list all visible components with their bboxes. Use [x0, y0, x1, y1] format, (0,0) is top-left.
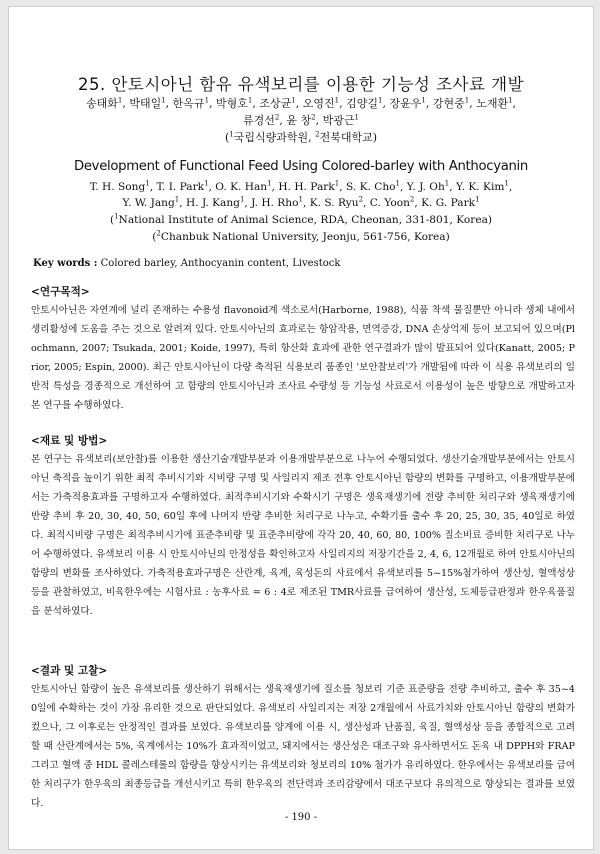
- author-affiliation-mark: 1: [504, 179, 509, 188]
- section-heading-results: <결과 및 고찰>: [31, 665, 108, 677]
- author-affiliation-mark: 1: [508, 96, 513, 105]
- author-name: 강현중: [432, 97, 465, 110]
- author-name: Y. K. Kim: [456, 181, 505, 193]
- author-name: Y. W. Jang: [122, 197, 175, 209]
- author-name: H. H. Park: [278, 181, 335, 193]
- title-korean: 25. 안토시아닌 함유 유색보리를 이용한 기능성 조사료 개발: [77, 75, 525, 94]
- author-affiliation-mark: 1: [354, 113, 359, 122]
- author-affiliation-mark: 1: [117, 96, 123, 105]
- author-affiliation-mark: 1: [174, 195, 180, 204]
- author-affiliation-mark: 1: [475, 195, 480, 204]
- author-affiliation-mark: 2: [274, 113, 280, 122]
- section-body-results: 안토시아닌 함량이 높은 유색보리를 생산하기 위해서는 생육재생기에 질소를 청보리 기준 표준량을 전량 추비하고, 출수 후 35~40일에 수확하는 것이 가장 유리한 것으로 판단되었다. 유색보리 사일리지는 저장 2개월에서 사료가치와 안토시아닌 함량의 변화가 컸으나, 그 이후로는 안정적인 결과를 보였다. 유색보리를 양계에 이용 시, 생산성과 난품질, 육질, 혈액성상 등을 종합적으로 고려할 때 산란계에서는 5%, 육계에서는 10%가 효과적이었고, 돼지에서는 생산성은 대조구와 유사하면서도 돈육 내 DPPH와 FRAP 그리고 혈액 중 HDL 콜레스테롤의 함량을 향상시키는 유색보리와 청보리의 10% 첨가가 유리하였다. 한우에서는 유색보리를 급여한 처리구가 한우육의 최종등급을 개선시키고 특히 한우육의 전단력과 조리감량에서 대조구보다 유의적으로 향상되는 결과를 보였다.: [31, 684, 575, 809]
- author-name: Y. J. Oh: [406, 181, 445, 193]
- author-name: 박형호: [216, 97, 248, 110]
- document-page: [8, 6, 594, 850]
- author-affiliation-mark: 1: [247, 96, 253, 105]
- author-name: 장윤우: [389, 97, 422, 110]
- author-name: 윤 창: [286, 114, 312, 127]
- author-name: K. G. Park: [421, 197, 476, 209]
- author-name: O. K. Han: [215, 181, 268, 193]
- author-affiliation-mark: 1: [267, 179, 272, 188]
- author-affiliation-mark: 1: [239, 195, 245, 204]
- author-affiliation-mark: 1: [298, 195, 303, 204]
- author-affiliation-mark: 2: [409, 195, 415, 204]
- author-affiliation-mark: 1: [334, 96, 340, 105]
- author-name: 송태화: [85, 97, 118, 110]
- author-affiliation-mark: 2: [311, 113, 316, 122]
- author-affiliation-mark: 1: [204, 179, 209, 188]
- authors-english-line1: T. H. Song$^1$, T. I. Park$^1$, O. K. Han$^1$, H. H. Park$^1$, S. K. Cho$^1$, Y. J. Oh$^1$, Y. K. Kim$^1$,: [89, 179, 513, 193]
- author-affiliation-mark: 1: [145, 179, 150, 188]
- title-english: Development of Functional Feed Using Colored-barley with Anthocyanin: [74, 159, 528, 174]
- author-name: H. J. Kang: [185, 197, 240, 209]
- section-heading-purpose: <연구목적>: [31, 286, 90, 298]
- author-name: 오영진: [302, 97, 335, 110]
- author-affiliation-mark: 1: [161, 96, 166, 105]
- author-name: C. Yoon: [369, 197, 410, 209]
- affiliation-english-2: ($^2$Chanbuk National University, Jeonju, 561-756, Korea): [152, 229, 450, 243]
- author-name: J. H. Rho: [251, 197, 299, 209]
- author-affiliation-mark: 1: [378, 96, 383, 105]
- author-affiliation-mark: 1: [421, 96, 426, 105]
- author-name: T. H. Song: [89, 181, 146, 193]
- authors-korean-line1: 송태화$^1$, 박태일$^1$, 한옥규$^1$, 박형호$^1$, 조상균$^1$, 오영진$^1$, 김양길$^1$, 장윤우$^1$, 강현중$^1$, 노재환$^1$,: [85, 96, 517, 110]
- author-name: 류경선: [243, 114, 275, 127]
- keywords-text: Colored barley, Anthocyanin content, Livestock: [100, 258, 341, 269]
- author-affiliation-mark: 2: [358, 195, 364, 204]
- author-affiliation-mark: 1: [291, 96, 296, 105]
- affiliation-korean: ($^1$국립식량과학원, $^2$전북대학교): [224, 130, 378, 144]
- author-name: 한옥규: [172, 97, 205, 110]
- author-affiliation-mark: 1: [334, 179, 340, 188]
- section-heading-methods: <재료 및 방법>: [31, 435, 108, 447]
- author-name: K. S. Ryu: [309, 197, 359, 209]
- author-name: 김양길: [346, 97, 378, 110]
- affiliation-english-1: ($^1$National Institute of Animal Science, RDA, Cheonan, 331-801, Korea): [109, 212, 493, 226]
- authors-korean-line2: 류경선$^2$, 윤 창$^2$, 박광근$^1$: [243, 113, 359, 127]
- section-body-methods: 본 연구는 유색보리(보안찰)를 이용한 생산기술개발부분과 이용개발부분으로 나누어 수행되었다. 생산기술개발부분에서는 안토시아닌 축적을 높이기 위한 최적 추비시기와 시비량 구명 및 사일리지 제조 전후 안토시아닌 함량의 변화를 구명하고, 이용개발부분에서는 가축적용효과를 구명하고자 수행하였다. 최적추비시기와 수확시기 구명은 생육재생기에 전량 추비한 처리구와 생육재생기에 반량 추비 후 20, 30, 40, 50, 60일 후에 나머지 반량 추비한 처리구로 나누고, 수확기를 출수 후 20, 25, 30, 35, 40일로 하였다. 최적시비량 구명은 최적추비시기에 표준추비량 및 표준추비량에 각각 20, 40, 60, 80, 100% 질소비료 증비한 처리구로 나누어 수행하였다. 유색보리 이용 시 안토시아닌의 안정성을 확인하고자 사일리지의 저장기간을 2, 4, 6, 12개월로 하여 안토시아닌의 함량의 변화를 조사하였다. 가축적용효과구명은 산란계, 육계, 육성돈의 사료에서 유색보리를 5~15%첨가하여 생산성, 혈액성상 등을 관찰하였고, 비육한우에는 시험사료 : 농후사료 = 6 : 4로 제조된 TMR사료를 급여하여 생산성, 도체등급판정과 한우육품질을 분석하였다.: [31, 454, 575, 617]
- author-name: T. I. Park: [156, 181, 205, 193]
- authors-english-line2: Y. W. Jang$^1$, H. J. Kang$^1$, J. H. Rho$^1$, K. S. Ryu$^2$, C. Yoon$^2$, K. G. Park$^1$: [122, 195, 480, 209]
- author-affiliation-mark: 1: [444, 179, 450, 188]
- author-name: S. K. Cho: [345, 181, 396, 193]
- author-affiliation-mark: 1: [395, 179, 401, 188]
- keywords-label: Key words :: [33, 258, 98, 269]
- page-number: - 190 -: [284, 812, 318, 823]
- author-name: 조상균: [259, 97, 292, 110]
- author-affiliation-mark: 1: [204, 96, 210, 105]
- author-affiliation-mark: 1: [464, 96, 470, 105]
- author-name: 박광근: [322, 114, 355, 127]
- author-name: 노재환: [476, 97, 509, 110]
- keywords: [33, 258, 340, 269]
- author-name: 박태일: [129, 97, 162, 110]
- section-body-purpose: 안토시아닌은 자연계에 널리 존재하는 수용성 flavonoid계 색소로서(Harborne, 1988), 식품 착색 물질뿐만 아니라 생체 내에서 생리활성에 도움을 주는 것으로 알려져 있다. 안토시아닌의 효과로는 항암작용, 면역증강, DNA 손상억제 등이 보고되어 있으며(Plochmann, 2007; Tsukada, 2001; Koide, 1997), 특히 항산화 효과에 관한 연구결과가 많이 발표되어 있다(Kanatt, 2005; Prior, 2005; Espin, 2000). 최근 안토시아닌이 다량 축적된 식용보리 품종인 '보안찰보리'가 개발됨에 따라 이 식용 유색보리의 일반적 특성을 경종적으로 개선하여 고 함량의 안토시아닌과 조사료 수량성 등 기능성 사료로서 이용성이 높은 방향으로 개발하고자 본 연구를 수행하였다.: [31, 305, 575, 411]
